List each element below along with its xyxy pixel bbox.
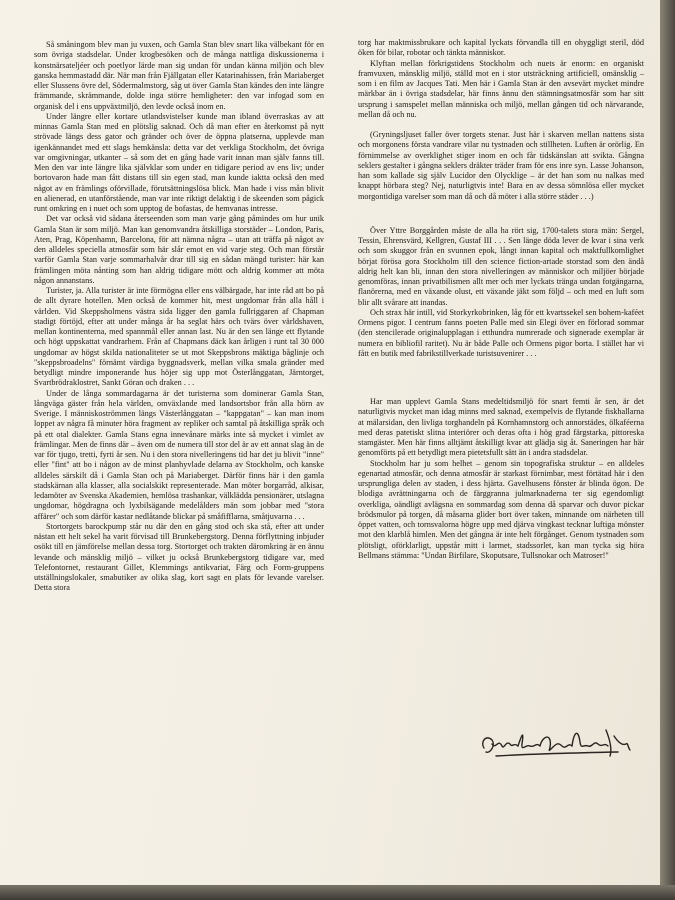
- paragraph: Stockholm har ju som helhet – genom sin topografiska struktur – en alldeles egenartad atmosfär, och denna atmosfär är starkast förnimbar, mest förtätad här i den ursprungliga delen av staden, i dess hjärta. Gavelhusens fönster är blinda ögon. De blodiga avrättningarna och de färggranna julmarknaderna ter sig egendomligt overkliga, oändligt avlägsna en sommardag som denna då sparvar och duvor pickar brödsmulor på torgen, då måsarna glider bort över taken, minnande om närheten till öppet vatten, och tornsvalorna högre upp med djärva vingkast tecknar luftiga mönster mot den klarblå himlen. Men det gångna är inte helt förgånget. Genom tystnaden som plötsligt, oförklarligt, uppstår mitt i larmet, stadssorlet, kan man tycka sig höra Bellmans stämma: "Undan Birfilare, Skoputsare, Tullsnokar och Matroser!": [358, 458, 644, 560]
- right-text-column: [358, 38, 644, 561]
- paragraph: Under längre eller kortare utlandsvistelser kunde man ibland överraskas av att minnas Gamla Stan med en plötslig saknad. Och då man efter en återkomst på nytt strövade längs dess gator och gränder och över de öppna platserna, upplevde man igenkännandet med ett slags hemkänsla: detta var det verkliga Stockholm, det övriga var omgivningar, utkanter – så som det en gång hade varit innan man själv fanns till. Men den var inte längre lika självklar som under en tidigare period av ens liv; under bortovaron hade man fått distans till sin egen stad, man kunde iaktta också den med något av en främlings oförvillade, förutsättningslösa blick. Man hade i viss mån blivit en alienerad, en utanförstående, man var inte riktigt delaktig i de skeenden som pågick runt omkring en i nuet och som upptog de bofastas, de hemvanas intresse.: [34, 111, 324, 213]
- paragraph-spacer: [358, 120, 644, 130]
- paragraph: Det var också vid sådana återseenden som man varje gång påmindes om hur unik Gamla Stan är som miljö. Man kan genomvandra åtskilliga storstäder – London, Paris, Aten, Prag, Köpenhamn, Barcelona, för att nämna några – utan att träffa på något av den alldeles speciella atmosfär som här slår emot en vid varje steg. Och man förstår varför Gamla Stan varje sommarhalvår drar till sig en sådan mängd turister: här kan främlingen möta nånting som han aldrig tidigare mött och aldrig kommer att möta någon annanstans.: [34, 214, 324, 285]
- paragraph: torg har maktmissbrukare och kapital lyckats förvandla till en ohyggligt steril, död öken för bilar, robotar och tänkta människor.: [358, 38, 644, 58]
- signature-strokes: [483, 730, 630, 756]
- paragraph: Turister, ja. Alla turister är inte förmögna eller ens välbärgade, har inte råd att bo på de allt dyrare hotellen. Men också de kommer hit, mest ungdomar från alla håll i världen. Vid Skeppsholmens västra sida ligger den gamla fullriggaren af Chapman stadigt förtöjd, efter att under många år ha seglat härs och tvärs över världshaven, mellan kontinenterna, med spannmål eller annan last. Nu är den sen länge ett flytande och högt uppskattat vandrarhem. Från af Chapmans däck kan årligen i runt tal 30 000 ungdomar av högst skilda nationaliteter se ut mot Skeppsbrons mäktiga båglinje och "skeppsbroadelns" förnämt värdiga byggnadsverk, mellan vilka smala gränder med betydligt mindre imponerande hus höjer sig upp mot Österlånggatan, Järntorget, Svartbrödraklostret, Sankt Göran och draken . . .: [34, 286, 324, 388]
- paragraph: Och strax här intill, vid Storkyrkobrinken, låg för ett kvartssekel sen bohem-kaféet Ormens pigor. I centrum fanns poeten Palle med sin Elegi över en förlorad sommar (den stencilerade originalupplagan i etthundra numrerade och signerade exemplar är numera en bibliofil raritet). Nu är både Palle och Ormens pigor borta. I stället har vi fått en butik med fabrikstillverkade turistsuvenirer . . .: [358, 307, 644, 358]
- paragraph: Över Yttre Borggården måste de alla ha rört sig, 1700-talets stora män: Sergel, Tessin, Ehrensvärd, Kellgren, Gustaf III . . . Sen länge döda lever de kvar i sina verk och som skuggor från en svunnen epok, långt innan kapital och maktfullkomlighet börjat förösa gora Stockholm till den science fiction-artade storstad som den ändå aldrig helt kan bli, innan den stora nivelleringen av människor och miljöer började genomföras, innan privatbilismen allt mer och mer lyckats tränga undan fotgängarna, flanörerna, med en växande olust, ett växande jäkt som följd – och med en luft som blir allt svårare att inandas.: [358, 225, 644, 307]
- paragraph: Klyftan mellan förkrigstidens Stockholm och nuets är enorm: en organiskt framvuxen, mänsklig miljö, ställd mot en i stor utsträckning artificiell, omänsklig – som i en film av Jacques Tati. Men här i Gamla Stan är den avsevärt mycket mindre märkbar än i övriga stadsdelar, här finns ännu den stämningsatmosfär som har sitt ursprung i samspelet mellan människa och miljö, mellan gången tid och närvarande, mellan då och nu.: [358, 58, 644, 119]
- left-text-column: [34, 40, 324, 594]
- paragraph-spacer: [358, 202, 644, 226]
- paragraph-parenthetical: (Gryningsljuset faller över torgets stenar. Just här i skarven mellan nattens sista och morgonens första vandrare vilar nu tystnaden och stillheten. Luften är orörlig. En förnimmelse av overklighet stiger inom en och får tidskänslan att svikta. Gångna seklers gestalter i gångna seklers dräkter träder fram för ens inre syn. Lasse Johanson, han som kallade sig själv Lucidor den Olycklige – är det han som nu nalkas med knappt hörbara steg? Nej, naturligtvis inte! Bara en av dessa sömnlösa eller mycket morgontidiga varelser som man då och då möter i alla större städer . . .): [358, 130, 644, 201]
- paragraph: Så småningom blev man ju vuxen, och Gamla Stan blev snart lika välbekant för en som övriga stadsdelar. Under krogbesöken och de många nattliga diskussionerna i konstnärsateljéer och poetlyor lärde man sig undan för undan känna miljön och blev ganska hemmastadd där. När man från Fjällgatan eller Katarinahissen, från Mariaberget eller Slussens övre del, Södermalmstorg, såg ut över Gamla Stan kändes den inte längre främmande, skrämmande, dolde inga större hemligheter: den var infogad som en organisk del i ens uppväxtmiljö, den levde också inom en.: [34, 40, 324, 111]
- paragraph: Under de långa sommardagarna är det turisterna som dominerar Gamla Stan, långväga gäster från hela världen, omväxlande med landsortsbor från alla hörn av Sverige. I människoströmmen längs Västerlånggatan – "kappgatan" – kan man inom loppet av några få minuter höra fragment av repliker och samtal på åtskilliga språk och på ett otal dialekter. Gamla Stans egna innevånare märks inte så mycket i vimlet av främlingar. Men de finns där – även om de numera till stor del är av ett annat slag än de var för tjugo, tretti, fyrti år sen. Nu i den stora nivelleringens tid har det ju blivit "inne" eller "fint" att bo i någon av de minst planhyvlade delarna av Stockholm, och kanske alldeles särskilt då i Gamla Stan och på Mariaberget. Därför finns här i den gamla stadskärnan alla klasser, alla socialskikt representerade. Man möter borgarråd, alkisar, ledamöter av Svenska Akademien, hemlösa trashankar, välklädda pensionärer, utslagna ungdomar, högdragna och lyxbilsägande medelålders män som jobbar med "stora affärer" och som därför kastar nedlåtande blickar på småfifflarna, småtjuvarna . . .: [34, 388, 324, 521]
- section-spacer: [358, 359, 644, 397]
- page-edge-shadow: [660, 0, 675, 900]
- handwritten-signature: [478, 720, 633, 770]
- paragraph: Stortorgets barockpump står nu där den en gång stod och ska stå, efter att under nästan ett helt sekel ha varit förvisad till Brunkebergstorg. Denna förflyttning inbjuder osökt till en jämförelse mellan dessa torg. Stortorget och trakten däromkring är en ännu levande och mänsklig miljö – vilket ju också Brunkebergstorg tidigare var, med Telefontornet, restaurant Gillet, Klemmings antikvariat, Färg och Form-gruppens utställningslokaler, smabutiker av olika slag, kort sagt en plats för levande varelser. Detta stora: [34, 521, 324, 593]
- page-edge-shadow: [0, 885, 675, 900]
- paragraph: Har man upplevt Gamla Stans medeltidsmiljö för snart femti år sen, är det naturligtvis mycket man idag minns med saknad, exempelvis de flytande fiskhallarna at mälarsidan, den livliga torghandeln på Kornhamnstorg och annorstädes, ölkaféerna med deras patetiskt slitna interiörer och deras ofta i hög grad färgstarka, pittoreska stamgäster. Men här finns alltjämt åtskilligt kvar att glädja sig åt. Saneringen har här genomförts på ett betydligt mera pietetsfullt sätt än i andra stadsdelar.: [358, 397, 644, 458]
